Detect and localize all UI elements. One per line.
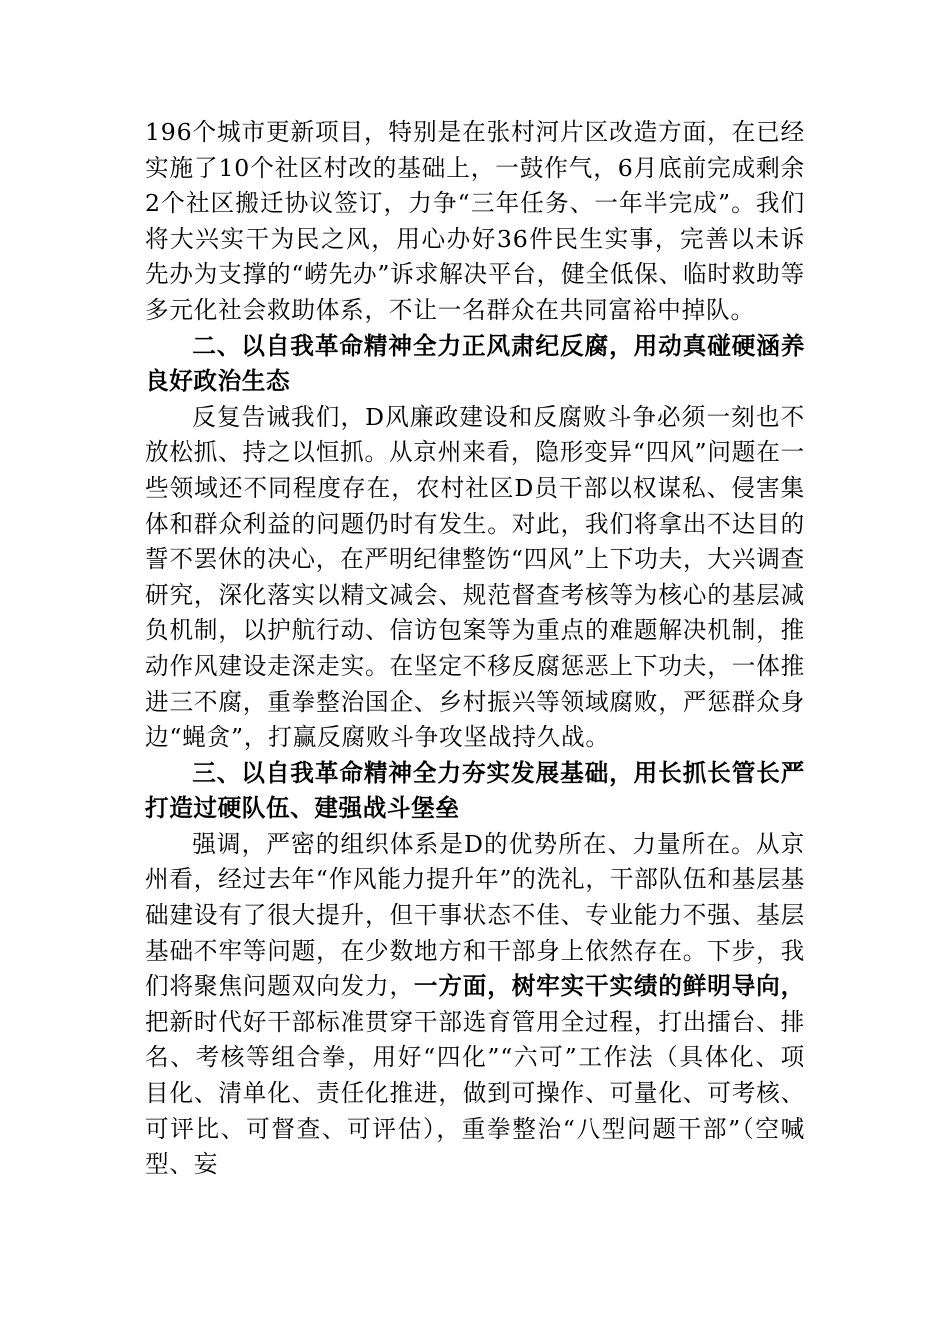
paragraph-3-text-start: 强调，严密的组织体系是D的优势所在、力量所在。从京州看，经过去年“作风能力提升年”的洗礼，干部队伍和基层基础建设有了很大提升，但干事状态不佳、专业能力不强、基层基础不牢等问题，在少数地方和干部身上依然存在。下步，我们将聚焦问题双向发力， <box>145 829 805 1001</box>
document-page <box>145 115 805 1183</box>
section-heading-2: 二、以自我革命精神全力正风肃纪反腐，用动真碰硬涵养良好政治生态 <box>145 331 805 396</box>
paragraph-3-text-end: 把新时代好干部标准贯穿干部选育管用全过程，打出擂台、排名、考核等组合拳，用好“四化”“六可”工作法（具体化、项目化、清单化、责任化推进，做到可操作、可量化、可考核、可评比、可督查、可评估），重拳整治“八型问题干部”（空喊型、妄 <box>145 1007 805 1179</box>
section-heading-3: 三、以自我革命精神全力夯实发展基础，用长抓长管长严打造过硬队伍、建强战斗堡垒 <box>145 758 805 823</box>
paragraph-3 <box>145 827 805 1183</box>
paragraph-1: 196个城市更新项目，特别是在张村河片区改造方面，在已经实施了10个社区村改的基础上，一鼓作气，6月底前完成剩余2个社区搬迁协议签订，力争“三年任务、一年半完成”。我们将大兴实干为民之风，用心办好36件民生实事，完善以未诉先办为支撑的“崂先办”诉求解决平台，健全低保、临时救助等多元化社会救助体系，不让一名群众在共同富裕中掉队。 <box>145 118 805 324</box>
paragraph-2: 反复告诫我们，D风廉政建设和反腐败斗争必须一刻也不放松抓、持之以恒抓。从京州来看，隐形变异“四风”问题在一些领域还不同程度存在，农村社区D员干部以权谋私、侵害集体和群众利益的问题仍时有发生。对此，我们将拿出不达目的誓不罢休的决心，在严明纪律整饬“四风”上下功夫，大兴调查研究，深化落实以精文减会、规范督查考核等为核心的基层减负机制，以护航行动、信访包案等为重点的难题解决机制，推动作风建设走深走实。在坚定不移反腐惩恶上下功夫，一体推进三不腐，重拳整治国企、乡村振兴等领域腐败，严惩群众身边“蝇贪”，打赢反腐败斗争攻坚战持久战。 <box>145 402 805 752</box>
paragraph-3-emphasis: 一方面，树牢实干实绩的鲜明导向， <box>413 972 805 1001</box>
